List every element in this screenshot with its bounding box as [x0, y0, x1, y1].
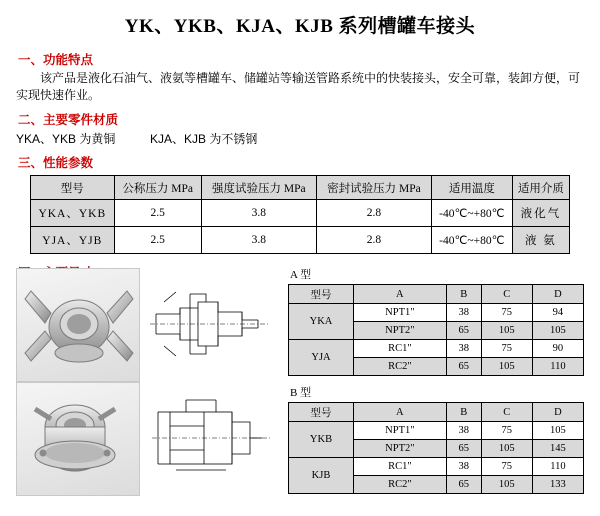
- dim-cell-a: RC2": [354, 476, 447, 494]
- perf-cell-media: 液 氨: [512, 227, 569, 254]
- dim-cell-model: YKA: [289, 304, 354, 340]
- perf-cell-temp: -40℃~+80℃: [431, 200, 512, 227]
- features-paragraph: 该产品是液化石油气、液氨等槽罐车、储罐站等输送管路系统中的快装接头，安全可靠，装卸方便，可实现快速作业。: [16, 71, 581, 102]
- dim-cell-b: 65: [446, 322, 481, 340]
- dim-col-model: 型号: [289, 403, 354, 422]
- perf-col-media: 适用介质: [512, 176, 569, 200]
- perf-col-nominal-pressure: 公称压力 MPa: [114, 176, 201, 200]
- coupling-photo-b-icon: [17, 383, 139, 495]
- perf-cell-nominal: 2.5: [114, 227, 201, 254]
- product-photo-type-b: [16, 382, 140, 496]
- table-row: [289, 340, 584, 358]
- dim-cell-c: 105: [481, 322, 532, 340]
- table-row: [289, 422, 584, 440]
- dim-col-a: A: [354, 285, 447, 304]
- dim-cell-c: 75: [481, 422, 532, 440]
- dim-col-a: A: [354, 403, 447, 422]
- coupling-drawing-b-icon: [146, 382, 274, 494]
- dim-cell-c: 75: [481, 340, 532, 358]
- perf-cell-seal: 2.8: [316, 227, 431, 254]
- coupling-photo-a-icon: [17, 269, 139, 381]
- dim-col-b: B: [446, 285, 481, 304]
- dim-col-c: C: [481, 403, 532, 422]
- material-left: YKA、YKB 为黄铜: [16, 132, 116, 146]
- dim-cell-model: YKB: [289, 422, 354, 458]
- perf-cell-model: YJA、YJB: [31, 227, 115, 254]
- table-header-row: [289, 285, 584, 304]
- dim-col-b: B: [446, 403, 481, 422]
- dim-cell-d: 90: [532, 340, 583, 358]
- illustration-row-b: [16, 382, 276, 496]
- dim-col-d: D: [532, 403, 583, 422]
- dim-cell-d: 145: [532, 440, 583, 458]
- dim-cell-model: KJB: [289, 458, 354, 494]
- dim-col-c: C: [481, 285, 532, 304]
- performance-table-wrap: [30, 175, 600, 254]
- dim-cell-c: 105: [481, 358, 532, 376]
- dim-cell-b: 65: [446, 476, 481, 494]
- perf-cell-model: YKA、YKB: [31, 200, 115, 227]
- dim-cell-a: NPT2": [354, 322, 447, 340]
- section-heading-features: 一、功能特点: [18, 53, 94, 67]
- dim-cell-b: 38: [446, 458, 481, 476]
- dim-cell-d: 105: [532, 322, 583, 340]
- perf-cell-temp: -40℃~+80℃: [431, 227, 512, 254]
- product-photo-type-a: [16, 268, 140, 382]
- dim-cell-b: 38: [446, 340, 481, 358]
- dimension-table-b: [288, 402, 584, 494]
- page-title: YK、YKB、KJA、KJB 系列槽罐车接头: [124, 16, 476, 37]
- dim-cell-c: 105: [481, 440, 532, 458]
- type-b-label: B 型: [290, 387, 312, 399]
- table-header-row: [289, 403, 584, 422]
- dim-cell-d: 110: [532, 358, 583, 376]
- dim-cell-c: 75: [481, 458, 532, 476]
- coupling-drawing-a-icon: [146, 268, 274, 380]
- dim-cell-a: RC1": [354, 340, 447, 358]
- illustration-column: [16, 268, 276, 496]
- dim-cell-c: 105: [481, 476, 532, 494]
- material-line: [16, 130, 600, 147]
- perf-cell-seal: 2.8: [316, 200, 431, 227]
- dim-col-model: 型号: [289, 285, 354, 304]
- perf-cell-strength: 3.8: [201, 200, 316, 227]
- dim-cell-d: 94: [532, 304, 583, 322]
- section-heading-material: 二、主要零件材质: [18, 113, 119, 127]
- dim-cell-a: RC2": [354, 358, 447, 376]
- table-header-row: [31, 176, 570, 200]
- dim-cell-model: YJA: [289, 340, 354, 376]
- perf-col-strength-test: 强度试验压力 MPa: [201, 176, 316, 200]
- dim-cell-d: 133: [532, 476, 583, 494]
- performance-table: [30, 175, 570, 254]
- dim-cell-b: 65: [446, 440, 481, 458]
- table-row: [31, 227, 570, 254]
- dim-cell-b: 38: [446, 304, 481, 322]
- dim-cell-a: NPT1": [354, 422, 447, 440]
- technical-drawing-type-b: [146, 382, 274, 494]
- dim-cell-a: RC1": [354, 458, 447, 476]
- dim-cell-a: NPT1": [354, 304, 447, 322]
- technical-drawing-type-a: [146, 268, 274, 380]
- material-right: KJA、KJB 为不锈钢: [150, 132, 258, 146]
- perf-col-model: 型号: [31, 176, 115, 200]
- table-row: [289, 458, 584, 476]
- dimension-tables-column: [288, 266, 586, 494]
- dim-col-d: D: [532, 285, 583, 304]
- dim-cell-d: 105: [532, 422, 583, 440]
- dim-cell-b: 65: [446, 358, 481, 376]
- dim-cell-d: 110: [532, 458, 583, 476]
- type-a-label: A 型: [290, 269, 312, 281]
- dimension-table-a: [288, 284, 584, 376]
- dim-cell-c: 75: [481, 304, 532, 322]
- perf-col-seal-test: 密封试验压力 MPa: [316, 176, 431, 200]
- dim-cell-a: NPT2": [354, 440, 447, 458]
- table-row: [289, 304, 584, 322]
- perf-col-temperature: 适用温度: [431, 176, 512, 200]
- perf-cell-nominal: 2.5: [114, 200, 201, 227]
- perf-cell-strength: 3.8: [201, 227, 316, 254]
- table-row: [31, 200, 570, 227]
- perf-cell-media: 液化气: [512, 200, 569, 227]
- section-heading-performance: 三、性能参数: [18, 156, 94, 170]
- dim-cell-b: 38: [446, 422, 481, 440]
- illustration-row-a: [16, 268, 276, 382]
